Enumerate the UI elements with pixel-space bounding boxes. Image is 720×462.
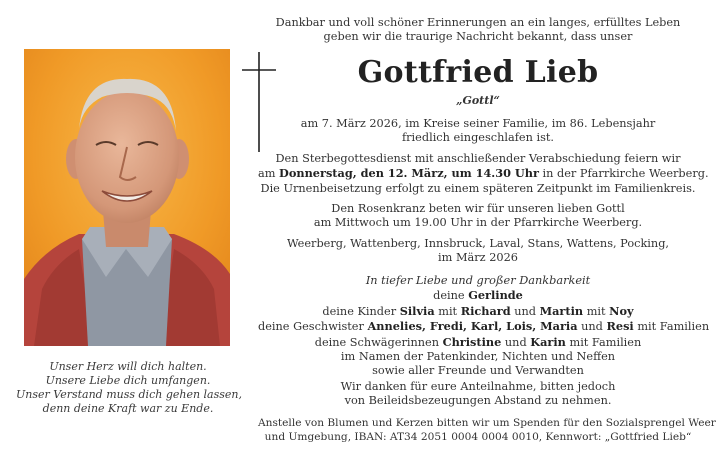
mourner-text: und: [577, 320, 607, 334]
poem-line: Unsere Liebe dich umfangen.: [45, 374, 211, 387]
death-notice-line: friedlich eingeschlafen ist.: [401, 131, 555, 145]
mourner-text: deine Kinder: [322, 304, 400, 318]
mourner-text: mit: [583, 304, 610, 318]
mourner-name: Annelies, Fredi, Karl, Lois, Maria: [367, 319, 578, 334]
service-info: [258, 152, 709, 196]
burial-line: Die Urnenbeisetzung erfolgt zu einem späteren Zeitpunkt im Familienkreis.: [260, 181, 696, 195]
mourner-text: mit: [434, 304, 461, 318]
wife-line: [258, 288, 698, 303]
poem-line: denn deine Kraft war zu Ende.: [42, 402, 214, 415]
mourner-text: und: [501, 335, 531, 349]
intro-line: Dankbar und voll schöner Erinnerungen an ein langes, erfülltes Leben: [275, 16, 681, 29]
intro: [258, 16, 698, 45]
intro-line: geben wir die traurige Nachricht bekannt, dass unser: [323, 30, 633, 44]
children-line: [258, 304, 698, 319]
portrait-photo: [24, 49, 230, 346]
death-notice: [258, 117, 698, 146]
places-date: [258, 237, 698, 266]
mourner-name: Resi: [606, 319, 634, 334]
mourner-text: deine Geschwister: [258, 320, 368, 334]
relatives-line: sowie aller Freunde und Verwandten: [372, 364, 584, 378]
mourners: [258, 274, 710, 379]
mourner-text: mit Familien: [633, 320, 710, 334]
rosary-info: [258, 202, 698, 231]
poem-line: Unser Verstand muss dich gehen lassen,: [16, 388, 242, 401]
siblings-line: [258, 319, 710, 334]
mourner-text: deine: [433, 289, 469, 303]
nickname: „Gottl“: [456, 94, 500, 107]
service-text: in der Pfarrkirche Weerberg.: [538, 167, 709, 181]
service-date-line: [258, 166, 709, 181]
thanks-line: von Beileidsbezeugungen Abstand zu nehmen.: [344, 394, 612, 408]
godchildren-line: im Namen der Patenkinder, Nichten und Neffen: [340, 350, 616, 364]
mourner-text: und: [510, 304, 540, 318]
mourner-name: Karin: [530, 334, 566, 349]
places-line: Weerberg, Wattenberg, Innsbruck, Laval, Stans, Wattens, Pocking,: [286, 237, 670, 250]
sisters-in-law-line: [258, 335, 698, 350]
mourner-name: Noy: [609, 303, 634, 318]
mourner-name: Silvia: [399, 303, 435, 318]
mourner-text: deine Schwägerinnen: [314, 335, 443, 349]
date-line: im März 2026: [438, 251, 518, 265]
poem-line: Unser Herz will dich halten.: [49, 360, 207, 373]
donation-line: Anstelle von Blumen und Kerzen bitten wir um Spenden für den Sozialsprengel Weer: [258, 417, 716, 429]
mourner-name: Martin: [539, 303, 584, 318]
mourner-name: Richard: [460, 303, 511, 318]
donation-info: [258, 416, 716, 445]
thanks-line: Wir danken für eure Anteilnahme, bitten jedoch: [340, 380, 616, 393]
death-notice-line: am 7. März 2026, im Kreise seiner Familie, im 86. Lebensjahr: [300, 117, 656, 130]
service-line: Den Sterbegottesdienst mit anschließender Verabschiedung feiern wir: [275, 152, 681, 165]
poem: [16, 360, 240, 416]
mourner-name: Christine: [442, 334, 502, 349]
thanks: [258, 380, 698, 409]
mourner-text: mit Familien: [565, 335, 642, 349]
rosary-line: am Mittwoch um 19.00 Uhr in der Pfarrkirche Weerberg.: [313, 216, 643, 230]
mourner-name: Gerlinde: [468, 288, 523, 303]
donation-line: und Umgebung, IBAN: AT34 2051 0004 0004 0010, Kennwort: „Gottfried Lieb“: [264, 431, 692, 444]
mourners-heading: In tiefer Liebe und großer Dankbarkeit: [365, 274, 591, 287]
service-text: am: [258, 167, 280, 181]
rosary-line: Den Rosenkranz beten wir für unseren lieben Gottl: [331, 202, 625, 215]
deceased-name: Gottfried Lieb: [357, 55, 599, 90]
service-date: Donnerstag, den 12. März, um 14.30 Uhr: [279, 166, 539, 181]
